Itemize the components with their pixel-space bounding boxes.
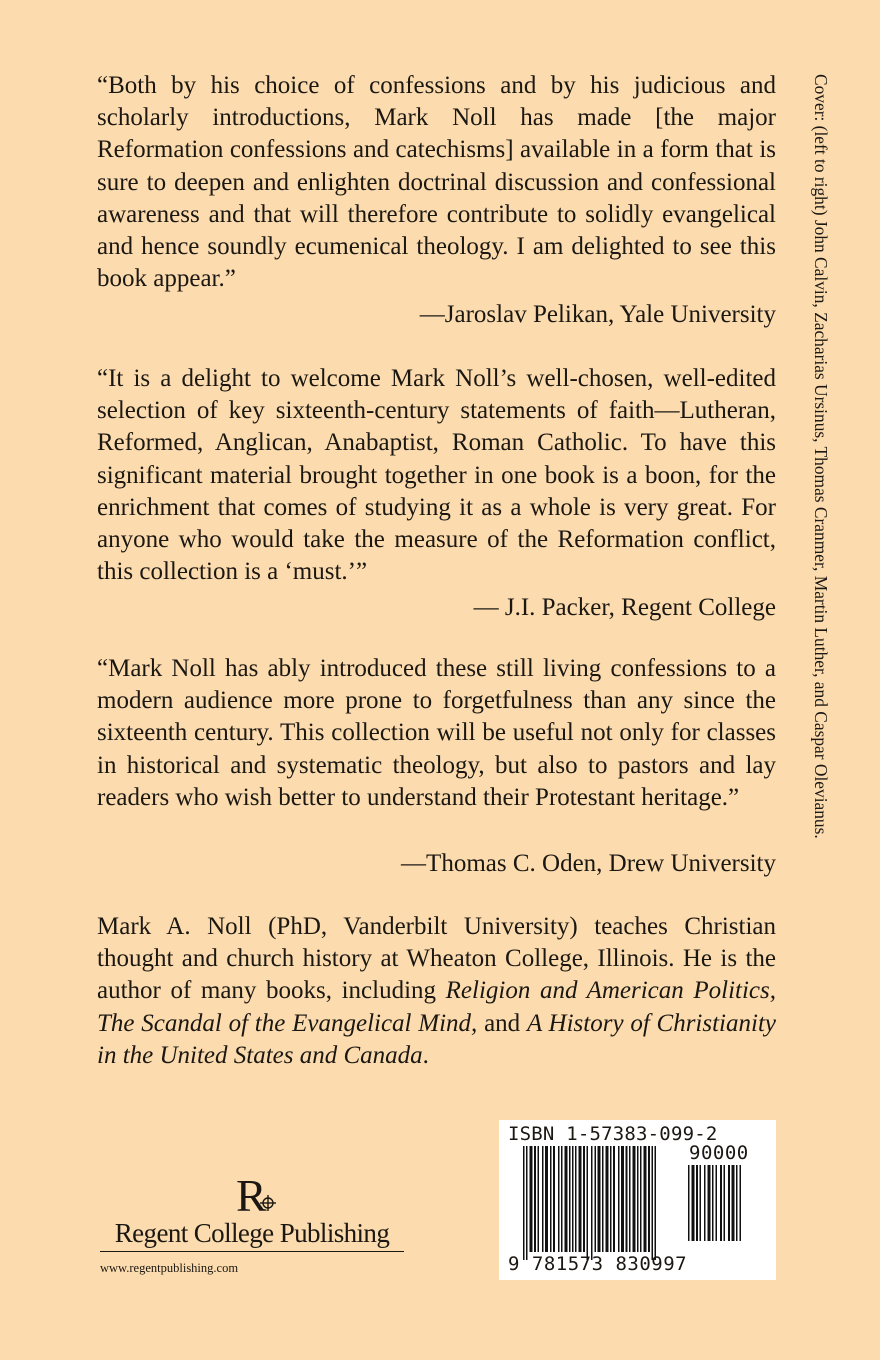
price-code: 90000	[689, 1142, 749, 1164]
publisher-url: www.regentpublishing.com	[100, 1261, 239, 1275]
cover-credit: Cover: (left to right) John Calvin, Zacharias Ursinus, Thomas Cranmer, Martin Luther, and Caspar Olevianus.	[811, 74, 831, 839]
bio-text: Mark A. Noll (PhD, Vanderbilt University) teaches Christian thought and church history at Wheaton College, Illinois. He is the author of many books, including	[97, 913, 776, 1005]
barcode-bar	[644, 1146, 647, 1252]
barcode-bar	[550, 1146, 552, 1252]
barcode-bar	[626, 1146, 628, 1252]
bio-book-title-history: A History of Christianity in the United States and Canada	[97, 1009, 776, 1069]
bio-text-end: .	[422, 1041, 429, 1069]
barcode-bar	[610, 1146, 612, 1252]
barcode-bar	[648, 1146, 650, 1252]
quote-pelikan: “Both by his choice of confessions and by his judicious and scholarly introductions, Mark Noll has made [the major Reformation confessions and catechisms] available in a form that is sure to deepen and enlighten doctrinal discussion and confessional awareness and that will therefore contribute to solidly evangelical and hence soundly ecumenical theology. I am delighted to see this book appear.”	[97, 72, 776, 293]
barcode-bar	[708, 1165, 711, 1241]
barcode-bar	[583, 1146, 585, 1252]
bio-text-and: and	[477, 1009, 527, 1037]
bio-book-titles: Religion and American Politics, The Scandal of the Evangelical Mind,	[97, 977, 777, 1037]
barcode-bar	[579, 1146, 582, 1252]
barcode-bar	[732, 1165, 735, 1241]
barcode-bar	[692, 1165, 695, 1241]
barcode-box	[499, 1120, 776, 1280]
barcode-bar	[526, 1146, 528, 1260]
barcode-bar	[613, 1146, 615, 1252]
regent-r-logo-icon	[222, 1168, 282, 1218]
price-barcode	[688, 1165, 766, 1249]
attribution-pelikan: —Jaroslav Pelikan, Yale University	[419, 301, 776, 328]
barcode-bar	[530, 1146, 533, 1252]
barcode-bar	[606, 1146, 609, 1252]
barcode-bar	[523, 1146, 525, 1260]
barcode-bar	[534, 1146, 536, 1252]
barcode-bar	[736, 1165, 738, 1241]
barcode-bar	[545, 1146, 548, 1252]
barcode-bar	[598, 1146, 601, 1252]
barcode-bar	[637, 1146, 639, 1252]
barcode-bar	[700, 1165, 702, 1241]
quote-packer: “It is a delight to welcome Mark Noll’s well-chosen, well-edited selection of key sixteenth-century statements of faith—Lutheran, Reformed, Anglican, Anabaptist, Roman Catholic. To have this significant material brought together in one book is a boon, for the enrichment that comes of studying it as a whole is very great. For anyone who would take the measure of the Reformation conflict, this collection is a ‘must.’”	[97, 365, 776, 586]
barcode-bar	[740, 1165, 742, 1241]
barcode-bar	[575, 1146, 577, 1252]
barcode-bar	[712, 1165, 714, 1241]
publisher-block	[100, 1168, 404, 1276]
barcode-bar	[561, 1146, 563, 1252]
barcode-bar	[728, 1165, 730, 1241]
barcode-bar	[558, 1146, 560, 1252]
barcode-bar	[587, 1146, 589, 1260]
attribution-oden: —Thomas C. Oden, Drew University	[401, 850, 776, 877]
barcode-bar	[633, 1146, 636, 1252]
barcode-bar	[696, 1165, 698, 1241]
barcode-bar	[572, 1146, 574, 1252]
ean-barcode	[523, 1146, 683, 1260]
barcode-bar	[688, 1165, 690, 1241]
barcode-bar	[591, 1146, 593, 1260]
barcode-bar	[553, 1146, 555, 1252]
barcode-bar	[652, 1146, 654, 1260]
svg-text:R: R	[236, 1170, 267, 1218]
barcode-bar	[595, 1146, 597, 1252]
barcode-bar	[602, 1146, 604, 1252]
barcode-bar	[640, 1146, 642, 1252]
publisher-name: Regent College Publishing	[100, 1218, 404, 1252]
barcode-bar	[629, 1146, 631, 1252]
barcode-bar	[716, 1165, 718, 1241]
barcode-bar	[569, 1146, 571, 1252]
barcode-bar	[704, 1165, 706, 1241]
barcode-bar	[618, 1146, 620, 1252]
barcode-bar	[565, 1146, 568, 1252]
barcode-bar	[720, 1165, 722, 1241]
barcode-bar	[542, 1146, 544, 1252]
ean-digits: 9 781573 830997	[508, 1253, 688, 1275]
isbn-label: ISBN 1-57383-099-2	[508, 1123, 718, 1145]
quote-oden: “Mark Noll has ably introduced these still living confessions to a modern audience more prone to forgetfulness than any since the sixteenth century. This collection will be useful not only for classes in historical and systematic theology, but also to pastors and lay readers who wish better to understand their Protestant heritage.”	[97, 655, 776, 811]
barcode-bar	[655, 1146, 657, 1260]
author-bio	[97, 911, 776, 1072]
barcode-bar	[538, 1146, 540, 1252]
barcode-bar	[621, 1146, 624, 1252]
barcode-bar	[724, 1165, 726, 1241]
attribution-packer: — J.I. Packer, Regent College	[473, 594, 776, 621]
